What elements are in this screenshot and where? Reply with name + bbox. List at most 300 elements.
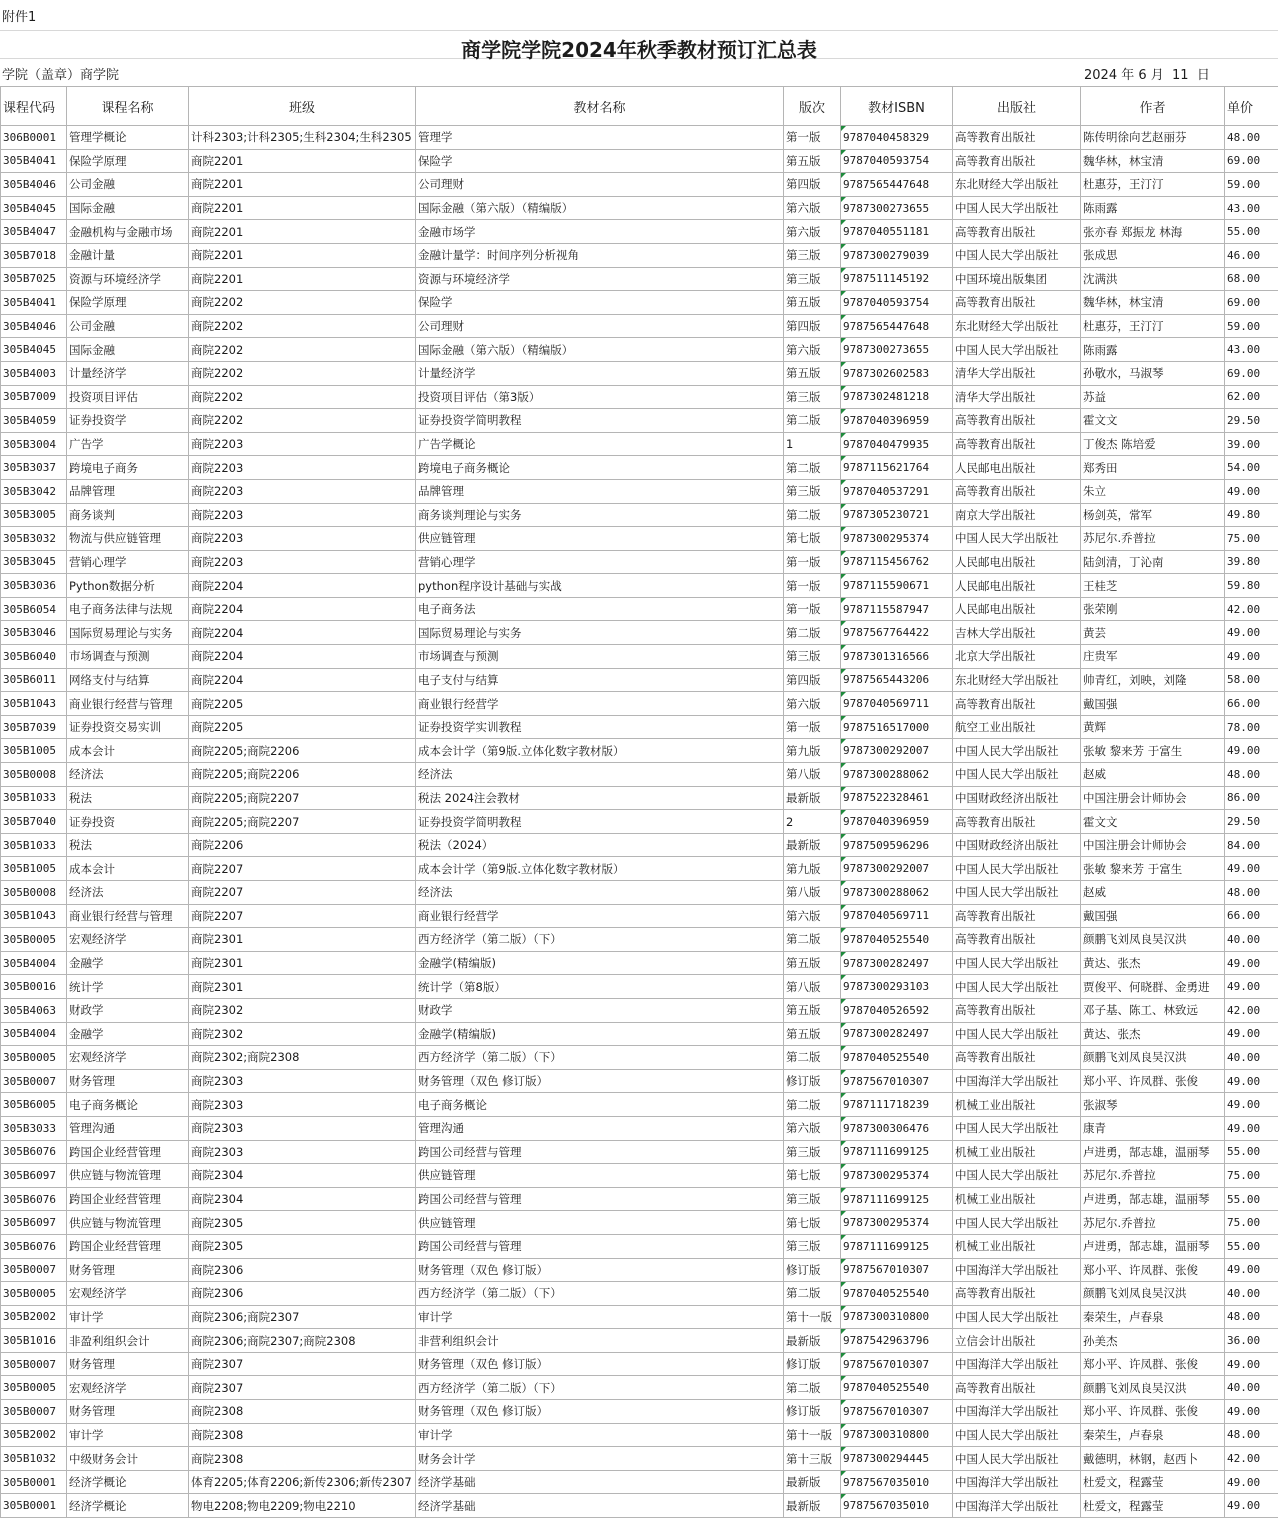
cell-course-name[interactable]: 市场调查与预测 — [67, 645, 189, 669]
cell-publisher[interactable]: 高等教育出版社 — [953, 998, 1081, 1022]
cell-class[interactable]: 商院2306 — [189, 1282, 416, 1306]
cell-isbn[interactable]: 9787300288062 — [841, 881, 953, 905]
cell-class[interactable]: 商院2203 — [189, 479, 416, 503]
cell-class[interactable]: 商院2202 — [189, 314, 416, 338]
cell-unit-price[interactable]: 49.00 — [1225, 1400, 1278, 1424]
cell-publisher[interactable]: 中国海洋大学出版社 — [953, 1470, 1081, 1494]
cell-textbook-name[interactable]: 广告学概论 — [416, 432, 784, 456]
cell-publisher[interactable]: 高等教育出版社 — [953, 1046, 1081, 1070]
table-row[interactable] — [1, 503, 1278, 527]
cell-edition[interactable]: 第一版 — [784, 574, 841, 598]
cell-publisher[interactable]: 中国人民大学出版社 — [953, 338, 1081, 362]
cell-course-code[interactable]: 305B6076 — [1, 1140, 67, 1164]
cell-course-name[interactable]: 品牌管理 — [67, 479, 189, 503]
cell-edition[interactable]: 第六版 — [784, 220, 841, 244]
cell-course-code[interactable]: 305B4041 — [1, 149, 67, 173]
cell-course-code[interactable]: 305B7018 — [1, 243, 67, 267]
cell-edition[interactable]: 修订版 — [784, 1069, 841, 1093]
cell-isbn[interactable]: 9787040551181 — [841, 220, 953, 244]
table-row[interactable] — [1, 975, 1278, 999]
cell-edition[interactable]: 第二版 — [784, 409, 841, 433]
cell-textbook-name[interactable]: 市场调查与预测 — [416, 645, 784, 669]
table-row[interactable] — [1, 998, 1278, 1022]
cell-publisher[interactable]: 中国人民大学出版社 — [953, 881, 1081, 905]
cell-textbook-name[interactable]: 管理沟通 — [416, 1116, 784, 1140]
cell-course-name[interactable]: 经济学概论 — [67, 1470, 189, 1494]
cell-publisher[interactable]: 高等教育出版社 — [953, 149, 1081, 173]
cell-isbn[interactable]: 9787516517000 — [841, 715, 953, 739]
cell-course-name[interactable]: 税法 — [67, 833, 189, 857]
cell-edition[interactable]: 修订版 — [784, 1352, 841, 1376]
cell-textbook-name[interactable]: 税法（2024） — [416, 833, 784, 857]
cell-publisher[interactable]: 高等教育出版社 — [953, 1376, 1081, 1400]
cell-class[interactable]: 商院2301 — [189, 951, 416, 975]
cell-publisher[interactable]: 高等教育出版社 — [953, 291, 1081, 315]
cell-class[interactable]: 商院2306;商院2307;商院2308 — [189, 1329, 416, 1353]
cell-textbook-name[interactable]: 商务谈判理论与实务 — [416, 503, 784, 527]
cell-unit-price[interactable]: 69.00 — [1225, 291, 1278, 315]
cell-course-code[interactable]: 305B6097 — [1, 1211, 67, 1235]
cell-author[interactable]: 贾俊平、何晓群、金勇进 — [1081, 975, 1225, 999]
cell-unit-price[interactable]: 55.00 — [1225, 1140, 1278, 1164]
cell-isbn[interactable]: 9787302481218 — [841, 385, 953, 409]
cell-class[interactable]: 商院2201 — [189, 267, 416, 291]
cell-course-code[interactable]: 305B1043 — [1, 692, 67, 716]
cell-publisher[interactable]: 人民邮电出版社 — [953, 550, 1081, 574]
cell-course-name[interactable]: Python数据分析 — [67, 574, 189, 598]
cell-publisher[interactable]: 立信会计出版社 — [953, 1329, 1081, 1353]
cell-author[interactable]: 张成思 — [1081, 243, 1225, 267]
cell-unit-price[interactable]: 59.00 — [1225, 314, 1278, 338]
cell-course-code[interactable]: 305B1032 — [1, 1447, 67, 1471]
cell-course-code[interactable]: 305B3032 — [1, 527, 67, 551]
cell-textbook-name[interactable]: 西方经济学（第二版）（下） — [416, 1046, 784, 1070]
cell-author[interactable]: 黄芸 — [1081, 621, 1225, 645]
cell-textbook-name[interactable]: 电子商务概论 — [416, 1093, 784, 1117]
cell-publisher[interactable]: 高等教育出版社 — [953, 479, 1081, 503]
cell-course-name[interactable]: 跨境电子商务 — [67, 456, 189, 480]
table-row[interactable] — [1, 1282, 1278, 1306]
cell-edition[interactable]: 第七版 — [784, 527, 841, 551]
cell-publisher[interactable]: 中国人民大学出版社 — [953, 975, 1081, 999]
cell-edition[interactable]: 第三版 — [784, 243, 841, 267]
cell-publisher[interactable]: 中国人民大学出版社 — [953, 951, 1081, 975]
cell-textbook-name[interactable]: 跨国公司经营与管理 — [416, 1187, 784, 1211]
cell-course-name[interactable]: 审计学 — [67, 1423, 189, 1447]
cell-edition[interactable]: 第十一版 — [784, 1423, 841, 1447]
cell-edition[interactable]: 最新版 — [784, 1494, 841, 1518]
cell-author[interactable]: 帅青红，刘映，刘隆 — [1081, 668, 1225, 692]
cell-unit-price[interactable]: 39.80 — [1225, 550, 1278, 574]
cell-publisher[interactable]: 中国人民大学出版社 — [953, 1211, 1081, 1235]
cell-isbn[interactable]: 9787111699125 — [841, 1140, 953, 1164]
cell-unit-price[interactable]: 46.00 — [1225, 243, 1278, 267]
cell-edition[interactable]: 第三版 — [784, 1187, 841, 1211]
table-row[interactable] — [1, 1376, 1278, 1400]
cell-unit-price[interactable]: 49.00 — [1225, 857, 1278, 881]
cell-author[interactable]: 杜爱文，程露莹 — [1081, 1494, 1225, 1518]
cell-class[interactable]: 商院2202 — [189, 385, 416, 409]
cell-author[interactable]: 陈传明徐向艺赵丽芬 — [1081, 126, 1225, 150]
cell-textbook-name[interactable]: 商业银行经营学 — [416, 904, 784, 928]
cell-unit-price[interactable]: 42.00 — [1225, 1447, 1278, 1471]
cell-course-code[interactable]: 305B3004 — [1, 432, 67, 456]
cell-publisher[interactable]: 人民邮电出版社 — [953, 574, 1081, 598]
cell-course-code[interactable]: 305B2002 — [1, 1305, 67, 1329]
cell-author[interactable]: 张淑琴 — [1081, 1093, 1225, 1117]
cell-edition[interactable]: 第三版 — [784, 267, 841, 291]
cell-textbook-name[interactable]: 经济法 — [416, 881, 784, 905]
cell-author[interactable]: 郑秀田 — [1081, 456, 1225, 480]
cell-class[interactable]: 商院2203 — [189, 456, 416, 480]
cell-textbook-name[interactable]: 经济法 — [416, 763, 784, 787]
cell-unit-price[interactable]: 84.00 — [1225, 833, 1278, 857]
cell-unit-price[interactable]: 78.00 — [1225, 715, 1278, 739]
cell-course-code[interactable]: 305B3033 — [1, 1116, 67, 1140]
cell-unit-price[interactable]: 86.00 — [1225, 786, 1278, 810]
cell-isbn[interactable]: 9787565447648 — [841, 173, 953, 197]
cell-isbn[interactable]: 9787300282497 — [841, 1022, 953, 1046]
cell-edition[interactable]: 第九版 — [784, 739, 841, 763]
table-row[interactable] — [1, 1305, 1278, 1329]
table-row[interactable] — [1, 1423, 1278, 1447]
cell-isbn[interactable]: 9787040525540 — [841, 1376, 953, 1400]
cell-unit-price[interactable]: 43.00 — [1225, 196, 1278, 220]
cell-course-code[interactable]: 305B1033 — [1, 833, 67, 857]
cell-course-name[interactable]: 成本会计 — [67, 739, 189, 763]
cell-author[interactable]: 杜惠芬，王汀汀 — [1081, 314, 1225, 338]
cell-class[interactable]: 商院2306;商院2307 — [189, 1305, 416, 1329]
cell-edition[interactable]: 最新版 — [784, 1329, 841, 1353]
table-row[interactable] — [1, 1022, 1278, 1046]
cell-class[interactable]: 商院2305 — [189, 1211, 416, 1235]
cell-author[interactable]: 黄达、张杰 — [1081, 951, 1225, 975]
cell-isbn[interactable]: 9787115456762 — [841, 550, 953, 574]
cell-course-name[interactable]: 财务管理 — [67, 1069, 189, 1093]
cell-publisher[interactable]: 中国人民大学出版社 — [953, 1447, 1081, 1471]
cell-textbook-name[interactable]: 审计学 — [416, 1423, 784, 1447]
cell-edition[interactable]: 第三版 — [784, 385, 841, 409]
cell-course-code[interactable]: 305B3042 — [1, 479, 67, 503]
cell-unit-price[interactable]: 40.00 — [1225, 1046, 1278, 1070]
cell-unit-price[interactable]: 49.00 — [1225, 1022, 1278, 1046]
cell-unit-price[interactable]: 42.00 — [1225, 998, 1278, 1022]
cell-edition[interactable]: 第二版 — [784, 456, 841, 480]
cell-unit-price[interactable]: 59.80 — [1225, 574, 1278, 598]
cell-textbook-name[interactable]: 财政学 — [416, 998, 784, 1022]
cell-edition[interactable]: 第三版 — [784, 479, 841, 503]
cell-unit-price[interactable]: 75.00 — [1225, 1211, 1278, 1235]
cell-unit-price[interactable]: 55.00 — [1225, 1234, 1278, 1258]
table-row[interactable] — [1, 220, 1278, 244]
cell-publisher[interactable]: 高等教育出版社 — [953, 432, 1081, 456]
table-row[interactable] — [1, 1116, 1278, 1140]
cell-unit-price[interactable]: 36.00 — [1225, 1329, 1278, 1353]
cell-edition[interactable]: 第二版 — [784, 621, 841, 645]
cell-edition[interactable]: 第六版 — [784, 904, 841, 928]
cell-course-name[interactable]: 供应链与物流管理 — [67, 1211, 189, 1235]
cell-class[interactable]: 体育2205;体育2206;新传2306;新传2307 — [189, 1470, 416, 1494]
cell-course-name[interactable]: 电子商务概论 — [67, 1093, 189, 1117]
cell-class[interactable]: 商院2305 — [189, 1234, 416, 1258]
cell-author[interactable]: 颜鹏飞刘凤良吴汉洪 — [1081, 1046, 1225, 1070]
cell-class[interactable]: 物电2208;物电2209;物电2210 — [189, 1494, 416, 1518]
cell-class[interactable]: 商院2202 — [189, 338, 416, 362]
cell-course-code[interactable]: 305B1005 — [1, 857, 67, 881]
cell-course-name[interactable]: 宏观经济学 — [67, 928, 189, 952]
cell-author[interactable]: 颜鹏飞刘凤良吴汉洪 — [1081, 928, 1225, 952]
cell-textbook-name[interactable]: 供应链管理 — [416, 1164, 784, 1188]
cell-publisher[interactable]: 中国人民大学出版社 — [953, 243, 1081, 267]
cell-isbn[interactable]: 9787040396959 — [841, 409, 953, 433]
cell-edition[interactable]: 第一版 — [784, 126, 841, 150]
cell-course-name[interactable]: 国际贸易理论与实务 — [67, 621, 189, 645]
cell-author[interactable]: 黄辉 — [1081, 715, 1225, 739]
cell-author[interactable]: 王桂芝 — [1081, 574, 1225, 598]
table-row[interactable] — [1, 621, 1278, 645]
cell-author[interactable]: 赵威 — [1081, 881, 1225, 905]
table-row[interactable] — [1, 243, 1278, 267]
cell-unit-price[interactable]: 69.00 — [1225, 149, 1278, 173]
cell-isbn[interactable]: 9787567010307 — [841, 1400, 953, 1424]
cell-publisher[interactable]: 东北财经大学出版社 — [953, 314, 1081, 338]
cell-course-name[interactable]: 商务谈判 — [67, 503, 189, 527]
cell-course-code[interactable]: 305B6011 — [1, 668, 67, 692]
cell-isbn[interactable]: 9787300310800 — [841, 1423, 953, 1447]
table-row[interactable] — [1, 1329, 1278, 1353]
cell-class[interactable]: 商院2207 — [189, 904, 416, 928]
cell-course-name[interactable]: 管理学概论 — [67, 126, 189, 150]
cell-author[interactable]: 苏尼尔.乔普拉 — [1081, 1164, 1225, 1188]
cell-author[interactable]: 赵威 — [1081, 763, 1225, 787]
cell-textbook-name[interactable]: 财务管理（双色 修订版） — [416, 1352, 784, 1376]
cell-course-code[interactable]: 305B7039 — [1, 715, 67, 739]
cell-edition[interactable]: 第二版 — [784, 1282, 841, 1306]
table-row[interactable] — [1, 456, 1278, 480]
cell-course-code[interactable]: 305B0005 — [1, 1282, 67, 1306]
cell-isbn[interactable]: 9787300295374 — [841, 527, 953, 551]
cell-author[interactable]: 卢进勇，郜志雄，温丽琴 — [1081, 1140, 1225, 1164]
cell-unit-price[interactable]: 40.00 — [1225, 928, 1278, 952]
table-row[interactable] — [1, 173, 1278, 197]
column-header-textbook-name[interactable]: 教材名称 — [416, 87, 784, 126]
cell-unit-price[interactable]: 29.50 — [1225, 409, 1278, 433]
table-row[interactable] — [1, 1093, 1278, 1117]
cell-textbook-name[interactable]: 跨国公司经营与管理 — [416, 1234, 784, 1258]
cell-class[interactable]: 商院2303 — [189, 1069, 416, 1093]
cell-edition[interactable]: 第八版 — [784, 975, 841, 999]
table-row[interactable] — [1, 196, 1278, 220]
cell-unit-price[interactable]: 54.00 — [1225, 456, 1278, 480]
cell-unit-price[interactable]: 29.50 — [1225, 810, 1278, 834]
cell-course-name[interactable]: 供应链与物流管理 — [67, 1164, 189, 1188]
cell-publisher[interactable]: 高等教育出版社 — [953, 220, 1081, 244]
cell-author[interactable]: 魏华林，林宝清 — [1081, 149, 1225, 173]
cell-course-code[interactable]: 305B6005 — [1, 1093, 67, 1117]
cell-isbn[interactable]: 9787040569711 — [841, 692, 953, 716]
cell-author[interactable]: 郑小平、许凤群、张俊 — [1081, 1352, 1225, 1376]
cell-class[interactable]: 商院2303 — [189, 1116, 416, 1140]
cell-class[interactable]: 商院2302 — [189, 998, 416, 1022]
cell-textbook-name[interactable]: 电子商务法 — [416, 597, 784, 621]
cell-course-name[interactable]: 税法 — [67, 786, 189, 810]
cell-course-code[interactable]: 305B0007 — [1, 1258, 67, 1282]
cell-course-code[interactable]: 305B4059 — [1, 409, 67, 433]
cell-class[interactable]: 商院2205 — [189, 715, 416, 739]
cell-isbn[interactable]: 9787300282497 — [841, 951, 953, 975]
cell-isbn[interactable]: 9787509596296 — [841, 833, 953, 857]
cell-course-name[interactable]: 财务管理 — [67, 1400, 189, 1424]
cell-isbn[interactable]: 9787305230721 — [841, 503, 953, 527]
cell-textbook-name[interactable]: 金融市场学 — [416, 220, 784, 244]
cell-edition[interactable]: 第一版 — [784, 550, 841, 574]
cell-isbn[interactable]: 9787542963796 — [841, 1329, 953, 1353]
cell-unit-price[interactable]: 48.00 — [1225, 1423, 1278, 1447]
cell-isbn[interactable]: 9787567035010 — [841, 1494, 953, 1518]
cell-course-name[interactable]: 证券投资学 — [67, 409, 189, 433]
cell-course-code[interactable]: 305B4004 — [1, 951, 67, 975]
cell-isbn[interactable]: 9787567010307 — [841, 1258, 953, 1282]
cell-course-name[interactable]: 宏观经济学 — [67, 1046, 189, 1070]
cell-course-name[interactable]: 国际金融 — [67, 338, 189, 362]
cell-unit-price[interactable]: 55.00 — [1225, 1187, 1278, 1211]
cell-textbook-name[interactable]: 西方经济学（第二版）（下） — [416, 1282, 784, 1306]
cell-class[interactable]: 商院2202 — [189, 361, 416, 385]
cell-course-code[interactable]: 305B4046 — [1, 173, 67, 197]
cell-unit-price[interactable]: 48.00 — [1225, 126, 1278, 150]
cell-course-code[interactable]: 305B4063 — [1, 998, 67, 1022]
cell-course-name[interactable]: 审计学 — [67, 1305, 189, 1329]
cell-course-name[interactable]: 宏观经济学 — [67, 1376, 189, 1400]
cell-edition[interactable]: 第二版 — [784, 503, 841, 527]
table-row[interactable] — [1, 645, 1278, 669]
cell-publisher[interactable]: 中国人民大学出版社 — [953, 1116, 1081, 1140]
cell-isbn[interactable]: 9787300273655 — [841, 196, 953, 220]
cell-textbook-name[interactable]: python程序设计基础与实战 — [416, 574, 784, 598]
cell-class[interactable]: 商院2203 — [189, 432, 416, 456]
cell-unit-price[interactable]: 48.00 — [1225, 881, 1278, 905]
cell-author[interactable]: 陈雨露 — [1081, 196, 1225, 220]
cell-class[interactable]: 商院2204 — [189, 574, 416, 598]
table-row[interactable] — [1, 432, 1278, 456]
cell-author[interactable]: 苏尼尔.乔普拉 — [1081, 1211, 1225, 1235]
cell-course-name[interactable]: 金融计量 — [67, 243, 189, 267]
cell-edition[interactable]: 第八版 — [784, 881, 841, 905]
cell-class[interactable]: 商院2203 — [189, 527, 416, 551]
cell-author[interactable]: 孙敬水，马淑琴 — [1081, 361, 1225, 385]
cell-course-name[interactable]: 成本会计 — [67, 857, 189, 881]
cell-author[interactable]: 邓子基、陈工、林致远 — [1081, 998, 1225, 1022]
cell-isbn[interactable]: 9787511145192 — [841, 267, 953, 291]
cell-class[interactable]: 商院2207 — [189, 857, 416, 881]
cell-unit-price[interactable]: 40.00 — [1225, 1282, 1278, 1306]
cell-author[interactable]: 郑小平、许凤群、张俊 — [1081, 1069, 1225, 1093]
cell-isbn[interactable]: 9787111718239 — [841, 1093, 953, 1117]
cell-textbook-name[interactable]: 经济学基础 — [416, 1494, 784, 1518]
cell-isbn[interactable]: 9787300279039 — [841, 243, 953, 267]
cell-course-name[interactable]: 物流与供应链管理 — [67, 527, 189, 551]
cell-class[interactable]: 计科2303;计科2305;生科2304;生科2305 — [189, 126, 416, 150]
cell-textbook-name[interactable]: 国际金融（第六版）（精编版） — [416, 196, 784, 220]
cell-course-name[interactable]: 统计学 — [67, 975, 189, 999]
cell-isbn[interactable]: 9787040525540 — [841, 1046, 953, 1070]
cell-edition[interactable]: 第五版 — [784, 998, 841, 1022]
cell-author[interactable]: 康青 — [1081, 1116, 1225, 1140]
table-row[interactable] — [1, 1164, 1278, 1188]
cell-isbn[interactable]: 9787302602583 — [841, 361, 953, 385]
cell-author[interactable]: 庄贵军 — [1081, 645, 1225, 669]
column-header-author[interactable]: 作者 — [1081, 87, 1225, 126]
cell-isbn[interactable]: 9787301316566 — [841, 645, 953, 669]
cell-edition[interactable]: 第十三版 — [784, 1447, 841, 1471]
cell-edition[interactable]: 1 — [784, 432, 841, 456]
table-row[interactable] — [1, 574, 1278, 598]
cell-course-code[interactable]: 305B6076 — [1, 1234, 67, 1258]
cell-author[interactable]: 霍文文 — [1081, 409, 1225, 433]
cell-unit-price[interactable]: 75.00 — [1225, 527, 1278, 551]
table-row[interactable] — [1, 928, 1278, 952]
cell-publisher[interactable]: 东北财经大学出版社 — [953, 668, 1081, 692]
cell-textbook-name[interactable]: 审计学 — [416, 1305, 784, 1329]
cell-author[interactable]: 卢进勇，郜志雄，温丽琴 — [1081, 1187, 1225, 1211]
table-row[interactable] — [1, 1470, 1278, 1494]
table-row[interactable] — [1, 904, 1278, 928]
table-row[interactable] — [1, 1234, 1278, 1258]
cell-course-name[interactable]: 财政学 — [67, 998, 189, 1022]
table-row[interactable] — [1, 527, 1278, 551]
cell-publisher[interactable]: 高等教育出版社 — [953, 904, 1081, 928]
cell-course-name[interactable]: 经济法 — [67, 881, 189, 905]
cell-edition[interactable]: 第六版 — [784, 692, 841, 716]
table-row[interactable] — [1, 1046, 1278, 1070]
cell-author[interactable]: 戴德明，林钢，赵西卜 — [1081, 1447, 1225, 1471]
cell-textbook-name[interactable]: 财务管理（双色 修订版） — [416, 1069, 784, 1093]
cell-class[interactable]: 商院2308 — [189, 1447, 416, 1471]
table-row[interactable] — [1, 1187, 1278, 1211]
column-header-course-code[interactable]: 课程代码 — [1, 87, 67, 126]
cell-publisher[interactable]: 中国海洋大学出版社 — [953, 1400, 1081, 1424]
table-row[interactable] — [1, 810, 1278, 834]
cell-unit-price[interactable]: 40.00 — [1225, 1376, 1278, 1400]
cell-course-code[interactable]: 305B0016 — [1, 975, 67, 999]
cell-isbn[interactable]: 9787567764422 — [841, 621, 953, 645]
cell-isbn[interactable]: 9787115587947 — [841, 597, 953, 621]
cell-class[interactable]: 商院2205;商院2206 — [189, 763, 416, 787]
cell-course-code[interactable]: 305B0005 — [1, 928, 67, 952]
cell-course-code[interactable]: 305B6097 — [1, 1164, 67, 1188]
cell-course-code[interactable]: 305B4046 — [1, 314, 67, 338]
cell-course-name[interactable]: 资源与环境经济学 — [67, 267, 189, 291]
cell-isbn[interactable]: 9787040525540 — [841, 928, 953, 952]
table-row[interactable] — [1, 291, 1278, 315]
cell-author[interactable]: 颜鹏飞刘凤良吴汉洪 — [1081, 1376, 1225, 1400]
cell-edition[interactable]: 第三版 — [784, 1234, 841, 1258]
cell-edition[interactable]: 第七版 — [784, 1211, 841, 1235]
cell-textbook-name[interactable]: 西方经济学（第二版）（下） — [416, 1376, 784, 1400]
cell-isbn[interactable]: 9787040593754 — [841, 291, 953, 315]
table-row[interactable] — [1, 715, 1278, 739]
cell-class[interactable]: 商院2308 — [189, 1400, 416, 1424]
cell-course-code[interactable]: 305B3037 — [1, 456, 67, 480]
cell-course-code[interactable]: 305B6054 — [1, 597, 67, 621]
cell-course-code[interactable]: 305B7025 — [1, 267, 67, 291]
table-row[interactable] — [1, 550, 1278, 574]
cell-textbook-name[interactable]: 供应链管理 — [416, 527, 784, 551]
table-row[interactable] — [1, 1211, 1278, 1235]
cell-isbn[interactable]: 9787040525540 — [841, 1282, 953, 1306]
table-row[interactable] — [1, 314, 1278, 338]
cell-publisher[interactable]: 中国人民大学出版社 — [953, 1022, 1081, 1046]
